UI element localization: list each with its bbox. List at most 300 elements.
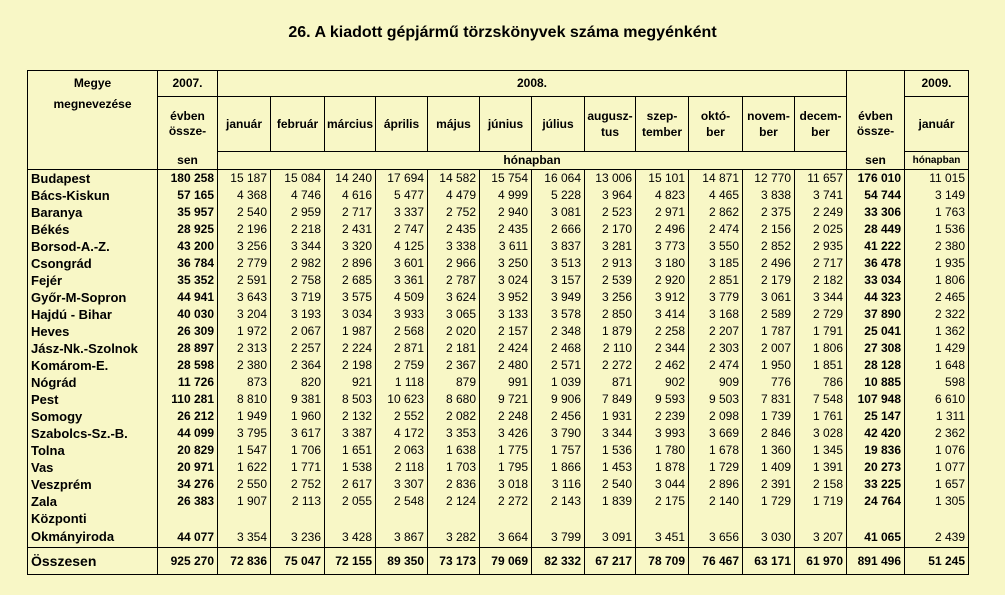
value-2007: 43 200 <box>158 238 218 255</box>
value-month: 3 338 <box>428 238 480 255</box>
value-month: 2 568 <box>376 323 428 340</box>
month-header <box>376 97 428 152</box>
month-header-line: július <box>542 117 574 131</box>
value-2009-jan: 1 362 <box>905 323 969 340</box>
value-month: 1 622 <box>218 459 271 476</box>
value-2009-jan: 6 610 <box>905 391 969 408</box>
county-name: Jász-Nk.-Szolnok <box>28 340 158 357</box>
county-name: Komárom-E. <box>28 357 158 374</box>
value-month: 2 752 <box>428 204 480 221</box>
value-month: 3 387 <box>325 425 376 442</box>
value-month: 9 593 <box>636 391 689 408</box>
value-month: 1 791 <box>795 323 847 340</box>
value-2008: 33 306 <box>847 204 905 221</box>
month-header <box>636 97 689 152</box>
value-month: 2 181 <box>428 340 480 357</box>
value-month: 776 <box>743 374 795 391</box>
value-month: 1 907 <box>218 493 271 510</box>
value-month: 15 101 <box>636 170 689 188</box>
value-month: 2 456 <box>532 408 585 425</box>
value-month: 3 061 <box>743 289 795 306</box>
total-2009-jan: 51 245 <box>905 548 969 575</box>
value-month: 9 721 <box>480 391 532 408</box>
evben-2007-line2: össze- <box>168 124 207 139</box>
county-name: Zala <box>28 493 158 510</box>
value-month: 3 428 <box>325 510 376 548</box>
value-month: 1 780 <box>636 442 689 459</box>
value-month: 3 741 <box>795 187 847 204</box>
value-month: 3 664 <box>480 510 532 548</box>
value-month: 786 <box>795 374 847 391</box>
value-month: 3 168 <box>689 306 743 323</box>
value-month: 4 368 <box>218 187 271 204</box>
value-month: 3 669 <box>689 425 743 442</box>
value-month: 3 799 <box>532 510 585 548</box>
county-name: Somogy <box>28 408 158 425</box>
value-month: 3 018 <box>480 476 532 493</box>
value-month: 1 739 <box>743 408 795 425</box>
county-name <box>28 510 158 548</box>
value-month: 871 <box>585 374 636 391</box>
value-month: 2 431 <box>325 221 376 238</box>
value-month: 2 850 <box>585 306 636 323</box>
value-month: 1 360 <box>743 442 795 459</box>
table-row <box>28 238 969 255</box>
table-row <box>28 510 969 548</box>
value-month: 2 940 <box>480 204 532 221</box>
table-row <box>28 187 969 204</box>
value-month: 3 912 <box>636 289 689 306</box>
value-month: 3 065 <box>428 306 480 323</box>
value-month: 3 867 <box>376 510 428 548</box>
total-month: 82 332 <box>532 548 585 575</box>
county-name: Baranya <box>28 204 158 221</box>
value-month: 2 548 <box>376 493 428 510</box>
value-month: 3 030 <box>743 510 795 548</box>
value-month: 9 503 <box>689 391 743 408</box>
value-month: 3 180 <box>636 255 689 272</box>
megye-header-line2: megnevezése <box>53 97 132 111</box>
value-month: 4 172 <box>376 425 428 442</box>
value-month: 4 125 <box>376 238 428 255</box>
value-month: 2 132 <box>325 408 376 425</box>
value-month: 3 282 <box>428 510 480 548</box>
value-month: 2 758 <box>271 272 325 289</box>
data-table <box>27 70 969 575</box>
value-2009-jan: 2 439 <box>905 510 969 548</box>
value-2008: 42 420 <box>847 425 905 442</box>
value-month: 2 375 <box>743 204 795 221</box>
value-2008: 37 890 <box>847 306 905 323</box>
value-month: 991 <box>480 374 532 391</box>
value-2009-jan: 2 465 <box>905 289 969 306</box>
total-2008: 891 496 <box>847 548 905 575</box>
table-row <box>28 289 969 306</box>
month-header-line: április <box>383 117 420 131</box>
value-month: 2 862 <box>689 204 743 221</box>
value-2008: 36 478 <box>847 255 905 272</box>
value-month: 2 717 <box>325 204 376 221</box>
month-header <box>585 97 636 152</box>
value-month: 2 143 <box>532 493 585 510</box>
county-name: Budapest <box>28 170 158 188</box>
table-row <box>28 255 969 272</box>
value-month: 2 935 <box>795 238 847 255</box>
value-month: 1 638 <box>428 442 480 459</box>
value-month: 3 250 <box>480 255 532 272</box>
value-2008: 20 273 <box>847 459 905 476</box>
value-month: 3 779 <box>689 289 743 306</box>
month-header-line: októ- <box>700 109 731 123</box>
value-2009-jan: 1 763 <box>905 204 969 221</box>
value-month: 2 179 <box>743 272 795 289</box>
value-month: 3 354 <box>218 510 271 548</box>
total-row <box>28 548 969 575</box>
value-month: 17 694 <box>376 170 428 188</box>
value-month: 7 849 <box>585 391 636 408</box>
value-month: 3 281 <box>585 238 636 255</box>
value-month: 2 198 <box>325 357 376 374</box>
year-2007-header: 2007. <box>158 71 218 97</box>
total-month: 61 970 <box>795 548 847 575</box>
value-month: 909 <box>689 374 743 391</box>
value-month: 1 706 <box>271 442 325 459</box>
value-month: 1 039 <box>532 374 585 391</box>
value-month: 3 933 <box>376 306 428 323</box>
total-label: Összesen <box>28 548 158 575</box>
value-month: 2 067 <box>271 323 325 340</box>
value-2007: 28 925 <box>158 221 218 238</box>
value-month: 2 435 <box>428 221 480 238</box>
value-month: 15 754 <box>480 170 532 188</box>
value-month: 2 468 <box>532 340 585 357</box>
megye-header-line1: Megye <box>73 76 112 90</box>
value-month: 2 140 <box>689 493 743 510</box>
year-2008-total-header-top <box>847 71 905 97</box>
value-2007: 180 258 <box>158 170 218 188</box>
month-header-line: január <box>225 117 262 131</box>
value-month: 1 651 <box>325 442 376 459</box>
value-month: 1 949 <box>218 408 271 425</box>
value-month: 3 320 <box>325 238 376 255</box>
value-month: 2 239 <box>636 408 689 425</box>
evben-2008-header <box>847 97 905 152</box>
value-month: 3 952 <box>480 289 532 306</box>
value-month: 3 617 <box>271 425 325 442</box>
value-month: 2 025 <box>795 221 847 238</box>
value-month: 3 624 <box>428 289 480 306</box>
value-month: 3 643 <box>218 289 271 306</box>
value-2009-jan: 1 311 <box>905 408 969 425</box>
value-month: 2 248 <box>480 408 532 425</box>
honapban-2008-header: hónapban <box>218 152 847 170</box>
value-month: 3 207 <box>795 510 847 548</box>
value-2009-jan: 2 362 <box>905 425 969 442</box>
value-month: 1 771 <box>271 459 325 476</box>
value-month: 3 719 <box>271 289 325 306</box>
value-month: 1 757 <box>532 442 585 459</box>
table-row <box>28 204 969 221</box>
county-name: Vas <box>28 459 158 476</box>
value-month: 4 509 <box>376 289 428 306</box>
table-row <box>28 357 969 374</box>
value-month: 2 474 <box>689 221 743 238</box>
value-month: 2 424 <box>480 340 532 357</box>
value-month: 3 116 <box>532 476 585 493</box>
value-month: 3 034 <box>325 306 376 323</box>
evben-2008-line2: össze- <box>856 124 895 138</box>
value-month: 2 666 <box>532 221 585 238</box>
value-month: 2 729 <box>795 306 847 323</box>
value-month: 902 <box>636 374 689 391</box>
value-2008: 33 034 <box>847 272 905 289</box>
value-month: 2 272 <box>585 357 636 374</box>
value-2009-jan: 2 322 <box>905 306 969 323</box>
value-month: 3 353 <box>428 425 480 442</box>
value-month: 2 257 <box>271 340 325 357</box>
county-name: Bács-Kiskun <box>28 187 158 204</box>
table-row <box>28 476 969 493</box>
value-month: 2 474 <box>689 357 743 374</box>
value-month: 873 <box>218 374 271 391</box>
value-month: 2 550 <box>218 476 271 493</box>
sen-2007-header: sen <box>158 152 218 170</box>
value-2009-jan: 1 536 <box>905 221 969 238</box>
value-2007: 28 598 <box>158 357 218 374</box>
value-month: 3 790 <box>532 425 585 442</box>
value-month: 2 480 <box>480 357 532 374</box>
month-header <box>795 97 847 152</box>
value-month: 1 703 <box>428 459 480 476</box>
table-row <box>28 306 969 323</box>
year-2008-header: 2008. <box>218 71 847 97</box>
county-name: Fejér <box>28 272 158 289</box>
value-month: 2 249 <box>795 204 847 221</box>
value-month: 1 931 <box>585 408 636 425</box>
county-name-line2: Okmányiroda <box>31 529 115 544</box>
month-header-line: május <box>436 117 471 131</box>
table-row <box>28 340 969 357</box>
value-month: 11 657 <box>795 170 847 188</box>
value-month: 8 810 <box>218 391 271 408</box>
value-month: 2 896 <box>689 476 743 493</box>
value-month: 1 851 <box>795 357 847 374</box>
table-row <box>28 425 969 442</box>
value-month: 1 678 <box>689 442 743 459</box>
value-month: 2 156 <box>743 221 795 238</box>
value-2009-jan: 1 648 <box>905 357 969 374</box>
value-month: 14 871 <box>689 170 743 188</box>
value-month: 3 307 <box>376 476 428 493</box>
value-month: 2 055 <box>325 493 376 510</box>
honapban-2009-header: hónapban <box>905 152 969 170</box>
jan-2009-header: január <box>905 97 969 152</box>
value-month: 2 591 <box>218 272 271 289</box>
value-month: 2 852 <box>743 238 795 255</box>
value-month: 2 540 <box>585 476 636 493</box>
value-month: 15 187 <box>218 170 271 188</box>
value-month: 2 836 <box>428 476 480 493</box>
value-month: 3 044 <box>636 476 689 493</box>
value-month: 879 <box>428 374 480 391</box>
value-2008: 41 222 <box>847 238 905 255</box>
value-month: 5 228 <box>532 187 585 204</box>
value-month: 2 462 <box>636 357 689 374</box>
value-month: 3 344 <box>271 238 325 255</box>
value-month: 1 345 <box>795 442 847 459</box>
value-month: 3 091 <box>585 510 636 548</box>
value-month: 1 960 <box>271 408 325 425</box>
value-2008: 41 065 <box>847 510 905 548</box>
value-month: 10 623 <box>376 391 428 408</box>
value-2009-jan: 1 305 <box>905 493 969 510</box>
month-header <box>325 97 376 152</box>
value-month: 2 063 <box>376 442 428 459</box>
month-header-line: ber <box>706 125 725 139</box>
value-2007: 28 897 <box>158 340 218 357</box>
value-month: 2 313 <box>218 340 271 357</box>
value-month: 3 949 <box>532 289 585 306</box>
value-month: 3 451 <box>636 510 689 548</box>
value-month: 13 006 <box>585 170 636 188</box>
value-2007: 57 165 <box>158 187 218 204</box>
value-month: 1 409 <box>743 459 795 476</box>
value-month: 4 999 <box>480 187 532 204</box>
value-2009-jan: 3 149 <box>905 187 969 204</box>
value-month: 2 170 <box>585 221 636 238</box>
value-month: 3 344 <box>795 289 847 306</box>
value-month: 3 795 <box>218 425 271 442</box>
value-2009-jan: 598 <box>905 374 969 391</box>
value-2009-jan: 1 935 <box>905 255 969 272</box>
sen-2008-header: sen <box>847 152 905 170</box>
value-2009-jan: 11 015 <box>905 170 969 188</box>
value-month: 1 950 <box>743 357 795 374</box>
value-month: 2 539 <box>585 272 636 289</box>
value-month: 2 496 <box>636 221 689 238</box>
value-month: 2 020 <box>428 323 480 340</box>
month-header <box>218 97 271 152</box>
value-month: 4 746 <box>271 187 325 204</box>
month-header <box>532 97 585 152</box>
value-month: 2 367 <box>428 357 480 374</box>
value-month: 3 575 <box>325 289 376 306</box>
value-month: 2 571 <box>532 357 585 374</box>
value-2008: 33 225 <box>847 476 905 493</box>
value-2007: 110 281 <box>158 391 218 408</box>
value-2009-jan: 1 657 <box>905 476 969 493</box>
value-month: 3 838 <box>743 187 795 204</box>
value-month: 16 064 <box>532 170 585 188</box>
month-header-line: decem- <box>799 109 842 123</box>
year-2009-header: 2009. <box>905 71 969 97</box>
value-month: 2 175 <box>636 493 689 510</box>
value-month: 2 157 <box>480 323 532 340</box>
value-month: 3 993 <box>636 425 689 442</box>
value-2008: 25 041 <box>847 323 905 340</box>
value-month: 2 717 <box>795 255 847 272</box>
value-month: 2 496 <box>743 255 795 272</box>
value-month: 7 548 <box>795 391 847 408</box>
value-month: 2 380 <box>218 357 271 374</box>
value-2007: 35 352 <box>158 272 218 289</box>
value-month: 2 617 <box>325 476 376 493</box>
county-name-line1: Központi <box>31 511 87 526</box>
value-month: 3 185 <box>689 255 743 272</box>
value-month: 9 906 <box>532 391 585 408</box>
table-row <box>28 408 969 425</box>
table-row <box>28 221 969 238</box>
value-month: 4 823 <box>636 187 689 204</box>
value-2007: 26 383 <box>158 493 218 510</box>
month-header-line: ber <box>759 125 778 139</box>
value-month: 14 582 <box>428 170 480 188</box>
county-name: Nógrád <box>28 374 158 391</box>
value-month: 3 337 <box>376 204 428 221</box>
value-month: 2 258 <box>636 323 689 340</box>
value-month: 1 878 <box>636 459 689 476</box>
table-row <box>28 459 969 476</box>
month-header-line: novem- <box>747 109 790 123</box>
value-month: 1 118 <box>376 374 428 391</box>
value-month: 3 256 <box>218 238 271 255</box>
value-month: 2 118 <box>376 459 428 476</box>
value-month: 3 344 <box>585 425 636 442</box>
value-month: 1 972 <box>218 323 271 340</box>
value-month: 2 846 <box>743 425 795 442</box>
value-month: 3 426 <box>480 425 532 442</box>
value-month: 4 616 <box>325 187 376 204</box>
county-name: Győr-M-Sopron <box>28 289 158 306</box>
value-2008: 107 948 <box>847 391 905 408</box>
value-month: 2 344 <box>636 340 689 357</box>
value-month: 1 729 <box>743 493 795 510</box>
evben-2008-line1: évben <box>858 109 893 123</box>
value-month: 2 523 <box>585 204 636 221</box>
value-month: 8 503 <box>325 391 376 408</box>
value-month: 2 871 <box>376 340 428 357</box>
month-header <box>428 97 480 152</box>
value-month: 2 391 <box>743 476 795 493</box>
value-month: 1 453 <box>585 459 636 476</box>
value-month: 2 552 <box>376 408 428 425</box>
value-month: 3 414 <box>636 306 689 323</box>
value-month: 1 839 <box>585 493 636 510</box>
value-2007: 44 077 <box>158 510 218 548</box>
value-month: 2 685 <box>325 272 376 289</box>
value-month: 3 611 <box>480 238 532 255</box>
value-month: 1 787 <box>743 323 795 340</box>
value-2008: 176 010 <box>847 170 905 188</box>
total-2007: 925 270 <box>158 548 218 575</box>
value-2008: 10 885 <box>847 374 905 391</box>
county-name: Szabolcs-Sz.-B. <box>28 425 158 442</box>
table-row <box>28 323 969 340</box>
value-month: 2 207 <box>689 323 743 340</box>
county-name: Tolna <box>28 442 158 459</box>
value-2008: 44 323 <box>847 289 905 306</box>
value-month: 2 196 <box>218 221 271 238</box>
value-month: 3 550 <box>689 238 743 255</box>
value-month: 3 837 <box>532 238 585 255</box>
month-header <box>271 97 325 152</box>
value-2008: 27 308 <box>847 340 905 357</box>
value-month: 12 770 <box>743 170 795 188</box>
evben-2007-header <box>158 97 218 152</box>
value-month: 2 124 <box>428 493 480 510</box>
value-month: 3 236 <box>271 510 325 548</box>
total-month: 72 155 <box>325 548 376 575</box>
